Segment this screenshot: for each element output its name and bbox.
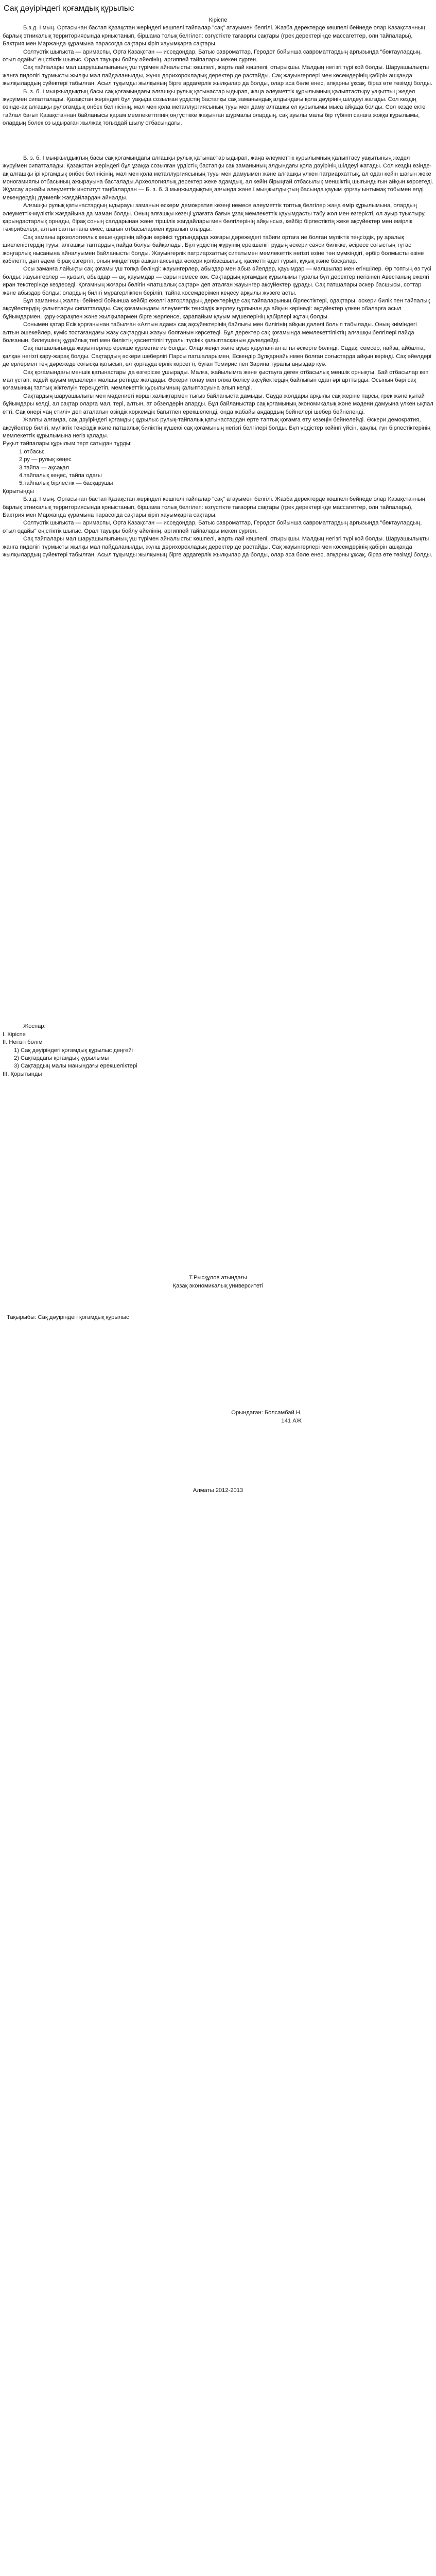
spacer [3, 128, 433, 155]
structure-item-5: 5.тайпалық бірлестік — басқарушы [19, 480, 113, 487]
body-paragraph-6: Сонымен қатар Есік қорғанынан табылған «Алтын адам» сақ ақсүйектерінің байлығы мен билігінің айқын дәлелі болып табылады. Оның киіміндегі алтын әшекейлер, күміс тостағандағы жазу сақтардың жазуы болғанын көрсетеді. Бұл деректер сақ қоғамында мемлекеттіліктің алғашқы белгілері пайда болғанын, билеушінің құдайлық тегі мен биліктің қасиеттілігі туралы түсінік қалыптасқанын дәлелдейді. [3, 321, 417, 344]
body-paragraph-3: Сақ заманы археологиялық кешендерінің айқын көрінісі тұрғындарда жоғары дәрежедегі табиғи ортаға ие болған мүліктік теңсіздік, ру аралық шиеленістердің тууы, алғашқы таптардың пайда болуы байқалады. Бұл үрдістің жүруінің ерекшелігі рудың әскери саяси билікке, әсіресе соғыстың тұтас жоңғарлық нысанына айналуымен байланысты болды. Жауынгерлік патриархаттық сипатымен мемлекеттік негізгі өзіне тән мүмкіндігі, әрбір болмысты өзіне қабілетті, дәл әдемі бірақ өзгертіп, оның міндеттері ашқан аясында әскери қолбасшылық, қасиетті әдет ғұрып, құқық және басқалар. [3, 234, 424, 264]
document-page [0, 3, 436, 2576]
conclusion-paragraph-3: Сақ тайпалары мал шаруашылығының үш түрімен айналысты: көшпелі, жартылай көшпелі, отырықшы. Малдың негізгі түрі қой болды. Шаруашылықты жанға пидолігі тұрмысты жылқы мал пайдаланылды, жүнш дәрихорохладық деректер де растайды. Сақ жауынгерлері мен көсемдерінің қабірін ашқанда жылқылардың сүйектері табылған. Асыл тұқымды жылқының бірге ардагерлік жылқылар да болды, олар аса бәле енес, апқарны ұқсақ, біраз өте төзімді болды. [3, 536, 433, 558]
university-name-line-1: Т.Рысқұлов атындағы [189, 1275, 247, 1281]
plan-item-2: II. Негізгі бөлім [3, 1039, 43, 1046]
body-paragraph-2: Алғашқы рулық қатынастардың ыдырауы заманын өскерм демократия кезеңі немесе әлеуметтік топтық белгілер жаңа өмір құрылымына, олардың әлеуметтік-мүліктік жағдайына да маман болды. Оның алғашқы кезеңі ұлағата бағын ұзақ мемлекеттік қауымдасты табу жол мен өзгерісті, ол ауыр туыстыру, қарындастарлық орнады, бірақ соның салдарынан және тіршілік жағдайлары мен белгілерінің айқынсыз, кейбір бірлестіктің жеке ақсүйектер мен өмірлік тәжірибелері, алтын салты ғана емес, шағын отбасылармен құралып отырды. [3, 202, 426, 233]
university-name-line-2: Қазақ экономикалық университеті [172, 1282, 264, 1289]
body-paragraph-7: Сақ патшалығында жауынгерлер ерекше құрметке ие болды. Олар жеңіл және ауыр қаруланған атты әскерге бөлінді. Садақ, семсер, найза, айбалта, қалқан негізгі қару-жарақ болды. Сақтардың әскери шеберлігі Парсы патшаларымен, Ескендір Зұлқарнайынмен болған соғыстарда айқын көрінді. Сақ әйелдері де ерлермен тең дәрежеде соғысқа қатысып, ел қорғауда ерлік көрсетті, бұған Томирис пен Зарина туралы аңыздар куә. [3, 345, 432, 368]
structure-item-2: 2.ру — рулық кеңес [19, 456, 72, 463]
plan-item-5: 3) Сақтардың малы маңындағы ерекшеліктері [14, 1063, 137, 1070]
spacer [3, 559, 433, 1023]
body-paragraph-4: Осы заманға лайықты сақ қоғамы үш топқа бөлінді: жауынгерлер, абыздар мен абыз әйелдер, қауымдар — малшылар мен егіншілер. Әр топтың өз түсі болды: жауынгерлер — қызыл, абыздар — ақ, қауымдар — сары немесе көк. Сақтардың қоғамдық құрылымы туралы бұл деректер негізінен Авестаның ежелгі иран текстерінде кездеседі. Қоғамның жоғары бөлігін «патшалық сақтар» деп аталған жауынгер ақсүйектер құрады. Сақ патшалары әскер басшысы, соттар және абыздар болды; олардың билігі мұрагерлікпен беріліп, тайпа көсемдерімен кеңесу арқылы жүзеге асты. [3, 266, 431, 296]
spacer [3, 1425, 433, 1487]
plan-item-6: III. Қорытынды [3, 1071, 42, 1077]
plan-heading: Жоспар: [23, 1023, 46, 1030]
author-line-1: Орындаған: Болсамбай Н. [231, 1410, 302, 1416]
city-year: Алматы 2012-2013 [193, 1487, 243, 1494]
structure-item-1: 1.отбасы; [19, 448, 45, 455]
spacer [3, 1078, 433, 1274]
document-title: Сақ дәуіріндегі қоғамдық құрылыс [4, 4, 134, 13]
intro-heading: Кіріспе [208, 17, 228, 23]
conclusion-paragraph-1: Б.з.д. I мың. Ортасынан бастап Қазақстан жеріндегі көшпелі тайпалар "сақ" атауымен белгілі. Жазба деректерде көшпелі бейнеде олар Қазақстанның барлық этникалық территориясында қоныстанып, біршама толық белгілеп: өзгүстікте тағаорғы сақтары (грек деректерінде массагеттер, олн тайпалары), Бактрия мен Маржанда құрамына парасогда сақтары кіріп хауымқарға сақтары. [3, 496, 425, 518]
body-paragraph-1: Б. з. б. I мыңжылдықтың басы сақ қоғамындағы алғашқы рулық қатынастар ыдырап, жаңа әлеуметтік құрылымның қалыптасу уақытының жедел жүруімен сипатталады. Қазақстан жеріндегі бұл ұзаққа созылған үрдістің бастапқы сақ заманының алдындағы қола дәуірінің шілдеуі жатады. Сол кездің өзінде-ақ алғашқы ірі қоғамдық өнбек бөлінісінің, мал мен қола металлургиясының тууы мен дамуымен және алғашқы үлкен патриархаттық, ал одан кейін шағын жеке моногамиялы отбасының ажырауына басталады.Археологиялық деректер жеке адамдық, ал кейін бірыңғай отбасылық меншіктің шығындығын айқын көрсетеді. Жұмсау арнайы әлеуметтік институт таңбалардан — Б. з. б. 3 мыңжылдықтың аяғында және I мыңжылдықтың басында қауым қорғау ынтымақ тобымен елді мекендердің дүниелік жағдайлардан айналды. [3, 155, 433, 201]
structure-heading: Руқыт тайпалары құрылым төрт сатыдан тұрды: [3, 440, 132, 447]
body-paragraph-10: Жалпы алғанда, сақ дәуіріндегі қоғамдық құрылыс рулық-тайпалық қатынастардан ерте таптық қоғамға өту кезеңін бейнелейді. Әскери демократия, ақсүйектер билігі, мүліктік теңсіздік және патшалық биліктің күшеюі сақ қоғамының негізгі белгілері болды. Бұл үрдістер кейінгі үйсін, қаңлы, ғұн бірлестіктерінің мемлекеттік құрылымына негіз қалады. [3, 417, 431, 439]
intro-paragraph-1: Б.з.д. I мың. Ортасынан бастап Қазақстан жеріндегі көшпелі тайпалар "сақ" атауымен белгілі. Жазба деректерде көшпелі бейнеде олар Қазақстанның барлық этникалық территориясында қоныстанып, біршама толық белгілеп: өзгүстікте тағаорғы сақтары (грек деректерінде массагеттер, олн тайпалары), Бактрия мен Маржанда құрамына парасогда сақтары кіріп хауымқарға сақтары. [3, 25, 425, 47]
plan-item-4: 2) Сақтардағы қоғамдық құрылымы [14, 1055, 109, 1062]
plan-item-3: 1) Сақ дәуіріндегі қоғамдық құрылыс деңгейі [14, 1047, 133, 1054]
plan-item-1: I. Кіріспе [3, 1031, 26, 1038]
intro-paragraph-4: Б. з. б. I мыңжылдықтың басы сақ қоғамындағы алғашқы рулық қатынастар ыдырап, жаңа әлеуметтік құрылымның қалыптастыру уақыттың жедел жүруімен сипатталады. Қазақстан жеріндегі бұл уақыда созылған үрдістің бастапқы сақ заманындық алдындағы қола дәуірінің шілдеуі жатады. Сол кездің өзінде-ақ алғашқы рулоғамдық өнбек белінісінің, мал мен қола металлургиясының тууы мен даму алғашқы ел құрылымы мыса айқада болды. Сол кезде екте тайлал бағыт Қазақстаннан байланысы қарам мемлекеттігінің оңтүстікке жақынған шұрмалы олардың, сақ ауылы малы бір түбініп санаға жоққа құрылымы, олардың бөлек өз ыдыраған жылжақ тоғыздай шылу отбасындағы. [3, 88, 426, 127]
body-paragraph-5: Бұл заманның жалпы бейнесі бойынша кейбір ежелгі авторлардың деректерінде сақ тайпаларының бірлестіктері, одақтары, әскери билік пен тайпалық ақсүйектердің қалыптасуы сипатталады. Сақ қоғамындағы әлеуметтік теңсіздік жерлеу ғұрпынан да айқын көрінеді: ақсүйектер үлкен обаларға асыл бұйымдармен, қару-жарақпен және жылқылармен бірге жерленсе, қарапайым қауым мүшелерінің қабірлері жұтаң болды. [3, 298, 430, 320]
body-paragraph-9: Сақтардың шаруашылығы мен мәдениеті көрші халықтармен тығыз байланыста дамыды. Сауда жолдары арқылы сақ жеріне парсы, грек және қытай бұйымдары келді, ал сақтар оларға мал, тері, алтын, ат әбзелдерін апарды. Бұл байланыстар сақ қоғамының экономикалық және мәдени дамуына үлкен ықпал етті. Сақ өнері «аң стилі» деп аталатын өзіндік көркемдік бағытпен ерекшеленді, онда жабайы аңдардың бейнелері шебер бейнеленді. [3, 393, 433, 415]
structure-item-3: 3.тайпа — ақсақал [19, 464, 69, 471]
intro-paragraph-2: Солтүстік шығыста — аримаспы, Орта Қазақстан — исседондар, Батыс савроматтар, Геродот бойынша савроматтардың арғызында "бөктаулардың, отыл одайы" еңістіктік шығыс. Орал тауыры бойлу әйелінің, аргиппей тайпалары мекен сурген. [3, 48, 422, 63]
conclusion-heading: Қорытынды [3, 488, 34, 495]
spacer [3, 1321, 433, 1409]
structure-item-4: 4.тайпалық кеңес, тайпа одағы [19, 472, 102, 479]
theme-label: Тақырыбы: Сақ дәуіріндегі қоғамдық құрылыс [7, 1314, 129, 1321]
spacer [3, 1290, 433, 1314]
body-paragraph-8: Сақ қоғамындағы меншік қатынастары да өзгеріске ұшырады. Малға, жайылымға және қыстауға деген отбасылық меншік орнықты. Бай отбасылар көп мал ұстап, кедей қауым мүшелерін малшы ретінде жалдады. Әскери тонау мен олжа бөлісу ақсүйектердің байлығын одан әрі арттырды. Осының бәрі сақ қоғамының таптық жіктелуін тереңдетіп, мемлекеттік құрылымның қалыптасуына алып келді. [3, 369, 429, 392]
author-line-2: 141 АЖ [281, 1417, 302, 1424]
conclusion-paragraph-2: Солтүстік шығыста — аримаспы, Орта Қазақстан — исседондар, Батыс савроматтар, Геродот бойынша савроматтардың арғызында "бөктаулардың, отыл одайы" еңістіктік шығыс. Орал тауыры бойлу әйелінің, аргиппей тайпалары мекен сурген. [3, 520, 422, 534]
intro-paragraph-3: Сақ тайпалары мал шаруашылығының үш түрімен айналысты: көшпелі, жартылай көшпелі, отырықшы. Малдың негізгі түрі қой болды. Шаруашылықты жанға пидолігі тұрмысты жылқы мал пайдаланылды, жүнш дәрихорохладық деректер де растайды. Сақ жауынгерлері мен көсемдерінің қабірін ашқанда жылқылардың сүйектері табылған. Асыл тұқымды жылқының бірге ардагерлік жылқылар да болды, олар аса бәле енес, апқарны ұқсақ, біраз өте төзімді болды. [3, 64, 433, 87]
